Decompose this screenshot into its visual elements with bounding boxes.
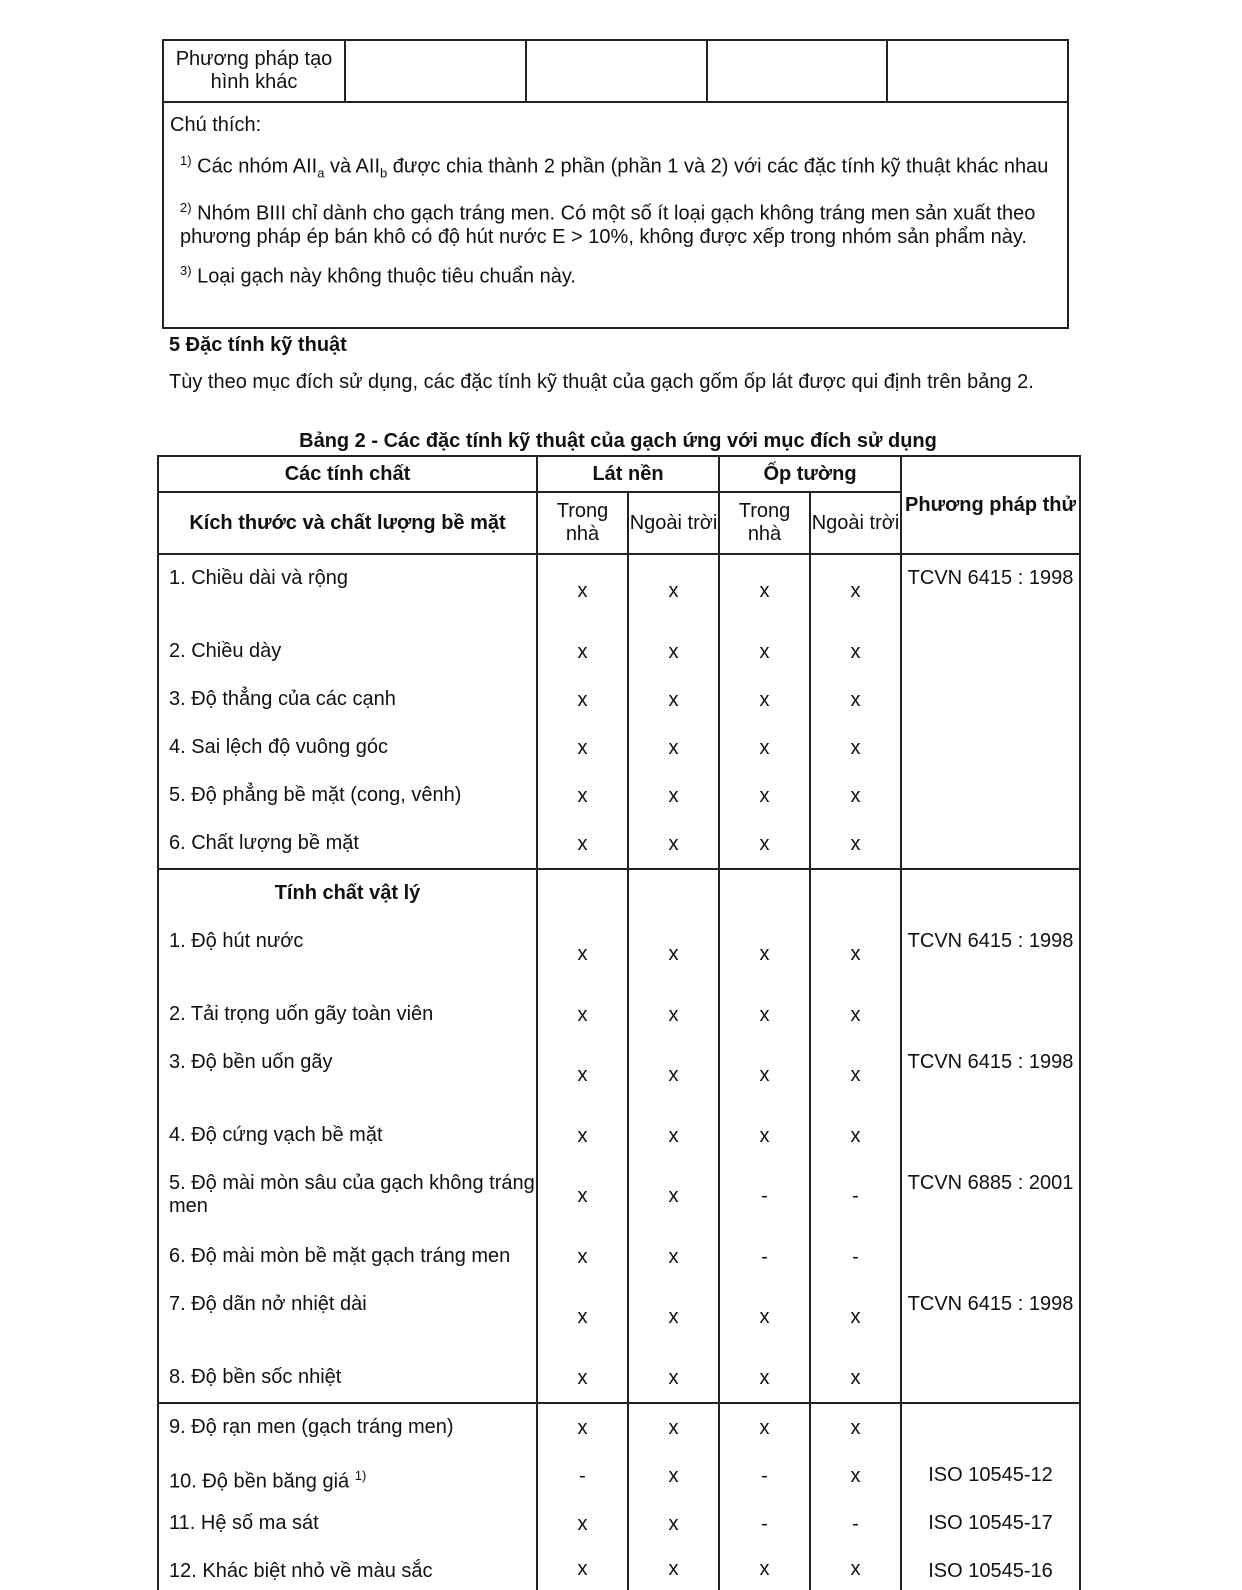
table-row (158, 1452, 1080, 1500)
table-cell (707, 40, 888, 102)
table-row (158, 676, 1080, 724)
applicability-mark: x (628, 1354, 719, 1403)
applicability-mark: x (628, 918, 719, 991)
applicability-mark: x (810, 554, 901, 628)
applicability-mark: x (810, 628, 901, 676)
property-name: 2. Chiều dày (158, 628, 537, 676)
test-method: TCVN 6415 : 1998 (901, 554, 1080, 628)
applicability-mark: x (628, 1160, 719, 1233)
group-title-row (158, 869, 1080, 918)
applicability-mark: x (719, 1354, 810, 1403)
applicability-mark: x (537, 772, 628, 820)
applicability-mark: x (810, 1112, 901, 1160)
test-method (901, 772, 1080, 820)
test-method: TCVN 6885 : 2001 (901, 1160, 1080, 1233)
table-cell (810, 869, 901, 918)
property-name: 12. Khác biệt nhỏ về màu sắc (158, 1548, 537, 1590)
header-indoor: Trong nhà (719, 492, 810, 554)
applicability-mark: x (537, 1112, 628, 1160)
test-method (901, 991, 1080, 1039)
test-method (901, 1403, 1080, 1452)
notes-title: Chú thích: (170, 114, 262, 136)
applicability-mark: x (628, 1233, 719, 1281)
test-method: TCVN 6415 : 1998 (901, 1039, 1080, 1112)
applicability-mark: x (628, 991, 719, 1039)
applicability-mark: x (537, 820, 628, 869)
applicability-mark: x (628, 1403, 719, 1452)
table-row (163, 40, 1068, 102)
applicability-mark: x (537, 1233, 628, 1281)
applicability-mark: x (719, 918, 810, 991)
row-label: Phương pháp tạo hình khác (163, 40, 345, 102)
applicability-mark: x (537, 1354, 628, 1403)
note-1: $^{1)}$ Các nhóm $AII_a$ và $AII_b$ được chia thành 2 phần (phần 1 và 2) với các đặc tính kỹ thuật khác nhau (180, 153, 1049, 181)
test-method: ISO 10545-12 (901, 1452, 1080, 1500)
applicability-mark: x (719, 991, 810, 1039)
header-outdoor: Ngoài trời (810, 492, 901, 554)
test-method: TCVN 6415 : 1998 (901, 918, 1080, 991)
applicability-mark: - (719, 1452, 810, 1500)
property-name: 2. Tải trọng uốn gãy toàn viên (158, 991, 537, 1039)
table-row (158, 1112, 1080, 1160)
test-method: TCVN 6415 : 1998 (901, 1281, 1080, 1354)
applicability-mark: x (810, 676, 901, 724)
applicability-mark: x (537, 1039, 628, 1112)
header-floor: Lát nền (537, 456, 719, 492)
applicability-mark: x (628, 1452, 719, 1500)
applicability-mark: x (810, 1452, 901, 1500)
applicability-mark: x (628, 628, 719, 676)
table-cell (887, 40, 1068, 102)
property-name: 6. Chất lượng bề mặt (158, 820, 537, 869)
property-name: 3. Độ thẳng của các cạnh (158, 676, 537, 724)
group-title-dimensions: Kích thước và chất lượng bề mặt (158, 492, 537, 554)
property-name: 1. Chiều dài và rộng (158, 554, 537, 628)
table-row (158, 991, 1080, 1039)
table-row (158, 1354, 1080, 1403)
table-row (158, 1039, 1080, 1112)
property-name: 10. Độ bền băng giá $^{1)}$ (158, 1452, 537, 1500)
table-cell (628, 869, 719, 918)
applicability-mark: x (719, 1548, 810, 1590)
applicability-mark: x (719, 1281, 810, 1354)
header-properties: Các tính chất (158, 456, 537, 492)
table-row (158, 820, 1080, 869)
property-name: 6. Độ mài mòn bề mặt gạch tráng men (158, 1233, 537, 1281)
property-name: 5. Độ mài mòn sâu của gạch không tráng men (158, 1160, 537, 1233)
property-name: 4. Sai lệch độ vuông góc (158, 724, 537, 772)
applicability-mark: x (719, 772, 810, 820)
applicability-mark: - (719, 1500, 810, 1548)
table-cell (901, 869, 1080, 918)
applicability-mark: x (719, 1403, 810, 1452)
property-name: 8. Độ bền sốc nhiệt (158, 1354, 537, 1403)
table-caption: Bảng 2 - Các đặc tính kỹ thuật của gạch ứng với mục đích sử dụng (299, 430, 937, 452)
header-outdoor: Ngoài trời (628, 492, 719, 554)
applicability-mark: x (810, 1281, 901, 1354)
applicability-mark: x (628, 554, 719, 628)
property-name: 4. Độ cứng vạch bề mặt (158, 1112, 537, 1160)
applicability-mark: x (628, 724, 719, 772)
applicability-mark: x (537, 991, 628, 1039)
applicability-mark: x (628, 1039, 719, 1112)
applicability-mark: x (719, 724, 810, 772)
applicability-mark: x (810, 991, 901, 1039)
group-title-physical: Tính chất vật lý (158, 869, 537, 918)
header-wall: Ốp tường (719, 456, 901, 492)
header-method: Phương pháp thử (901, 456, 1080, 554)
applicability-mark: x (537, 1548, 628, 1590)
applicability-mark: x (537, 554, 628, 628)
applicability-mark: x (719, 1039, 810, 1112)
applicability-mark: x (628, 820, 719, 869)
table-row (158, 1281, 1080, 1354)
table-row (158, 1403, 1080, 1452)
applicability-mark: x (719, 628, 810, 676)
applicability-mark: x (810, 1354, 901, 1403)
applicability-mark: x (537, 628, 628, 676)
test-method (901, 1233, 1080, 1281)
applicability-mark: x (628, 1281, 719, 1354)
table-row (158, 772, 1080, 820)
applicability-mark: x (537, 1281, 628, 1354)
property-name: 9. Độ rạn men (gạch tráng men) (158, 1403, 537, 1452)
applicability-mark: x (810, 820, 901, 869)
table-row (158, 1548, 1080, 1590)
applicability-mark: x (628, 772, 719, 820)
property-name: 5. Độ phẳng bề mặt (cong, vênh) (158, 772, 537, 820)
table-row (158, 554, 1080, 628)
table-row (158, 918, 1080, 991)
applicability-mark: - (719, 1160, 810, 1233)
table-row (158, 1233, 1080, 1281)
applicability-mark: x (719, 1112, 810, 1160)
applicability-mark: x (810, 1403, 901, 1452)
applicability-mark: x (810, 1548, 901, 1590)
test-method (901, 1354, 1080, 1403)
applicability-mark: - (537, 1452, 628, 1500)
applicability-mark: - (810, 1500, 901, 1548)
specification-table (157, 455, 1081, 1590)
applicability-mark: x (537, 918, 628, 991)
applicability-mark: x (537, 1160, 628, 1233)
table-cell (345, 40, 526, 102)
property-name: 7. Độ dãn nở nhiệt dài (158, 1281, 537, 1354)
applicability-mark: - (719, 1233, 810, 1281)
table-row (158, 1500, 1080, 1548)
note-3: $^{3)}$ Loại gạch này không thuộc tiêu chuẩn này. (180, 263, 576, 288)
table-cell (537, 869, 628, 918)
test-method: ISO 10545-16 (901, 1548, 1080, 1590)
applicability-mark: x (810, 772, 901, 820)
table-row (158, 628, 1080, 676)
applicability-mark: x (537, 724, 628, 772)
applicability-mark: x (719, 676, 810, 724)
applicability-mark: x (628, 1548, 719, 1590)
applicability-mark: x (810, 918, 901, 991)
property-name: 1. Độ hút nước (158, 918, 537, 991)
classification-table (162, 39, 1069, 329)
section-paragraph: Tùy theo mục đích sử dụng, các đặc tính kỹ thuật của gạch gốm ốp lát được qui định trên bảng 2. (169, 371, 1034, 393)
test-method (901, 1112, 1080, 1160)
applicability-mark: x (628, 1112, 719, 1160)
test-method (901, 676, 1080, 724)
header-indoor: Trong nhà (537, 492, 628, 554)
applicability-mark: x (810, 1039, 901, 1112)
applicability-mark: x (537, 1500, 628, 1548)
applicability-mark: x (719, 554, 810, 628)
applicability-mark: x (537, 1403, 628, 1452)
notes-cell (163, 102, 1068, 328)
test-method (901, 628, 1080, 676)
test-method (901, 820, 1080, 869)
property-name: 11. Hệ số ma sát (158, 1500, 537, 1548)
test-method: ISO 10545-17 (901, 1500, 1080, 1548)
table-cell (719, 869, 810, 918)
note-2: $^{2)}$ Nhóm BIII chỉ dành cho gạch tráng men. Có một số ít loại gạch không tráng men sản xuất theo phương pháp ép bán khô có độ hút nước E > 10%, không được xếp trong nhóm sản phẩm này. (180, 199, 1036, 249)
applicability-mark: - (810, 1160, 901, 1233)
applicability-mark: x (628, 676, 719, 724)
section-title: 5 Đặc tính kỹ thuật (169, 334, 347, 356)
applicability-mark: x (719, 820, 810, 869)
applicability-mark: x (537, 676, 628, 724)
applicability-mark: x (810, 724, 901, 772)
applicability-mark: - (810, 1233, 901, 1281)
table-cell (526, 40, 707, 102)
table-row (158, 1160, 1080, 1233)
test-method (901, 724, 1080, 772)
property-name: 3. Độ bền uốn gãy (158, 1039, 537, 1112)
applicability-mark: x (628, 1500, 719, 1548)
table-row (158, 724, 1080, 772)
